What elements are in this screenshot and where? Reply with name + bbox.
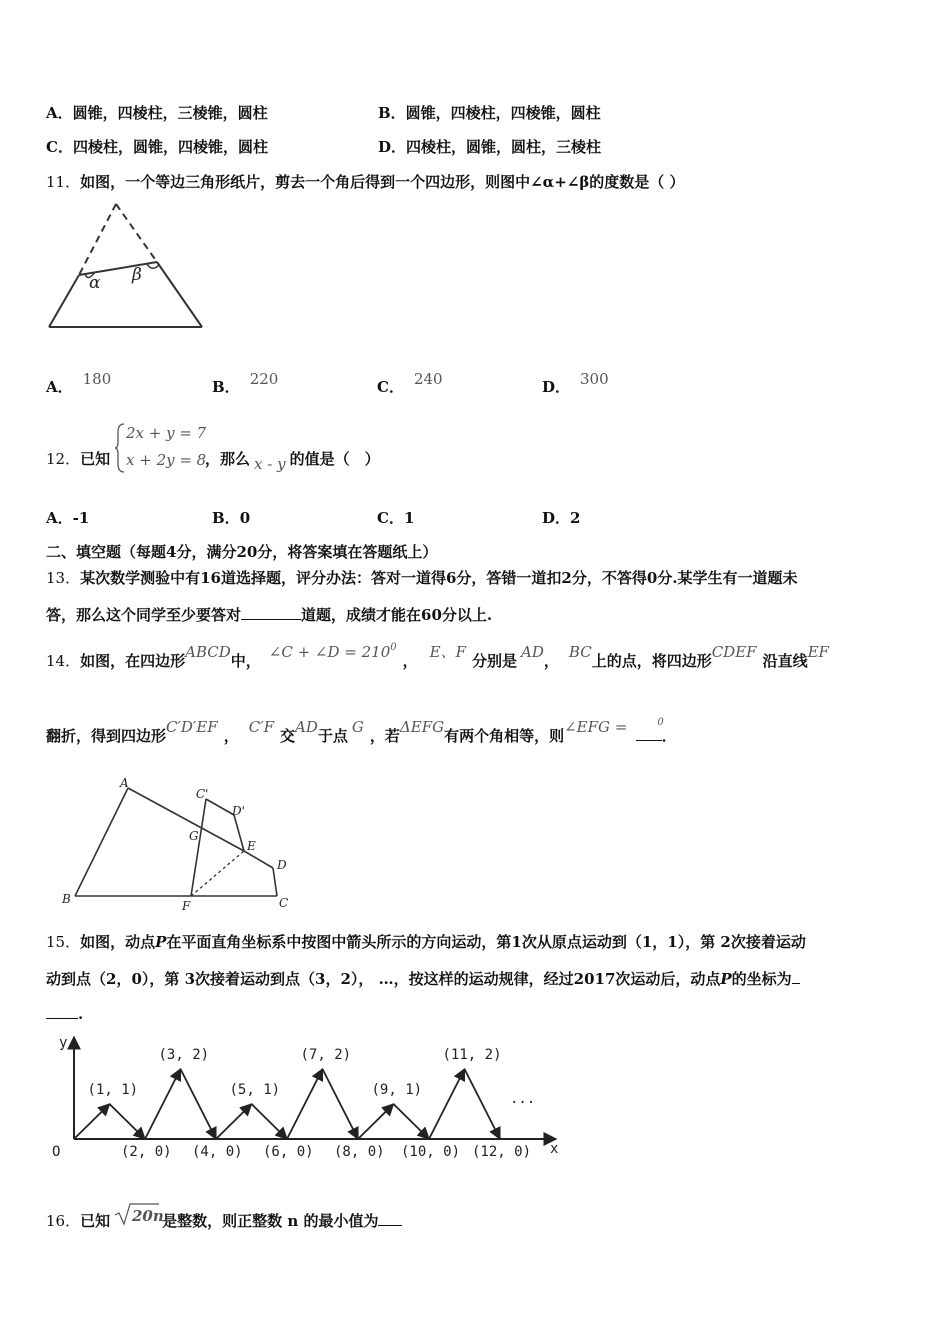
q12-equation-1: 2x + y = 7 [126, 424, 207, 442]
q14-l2m5: ΔEFG [399, 718, 445, 736]
q14-answer-blank[interactable] [636, 726, 662, 741]
q14-m4: AD [521, 643, 544, 661]
q12-option-d-label: D． [542, 509, 571, 527]
valley-label: (4, 0) [192, 1144, 243, 1160]
q14-t6: 上的点，将四边形 [591, 652, 712, 670]
peak-labels [88, 1047, 502, 1098]
q14-t2: 中， [230, 652, 261, 670]
q14-quadrilateral-figure [55, 776, 300, 916]
peak-label: (9, 1) [371, 1082, 423, 1098]
zigzag-segment [252, 1104, 288, 1139]
zigzag-segment [74, 1104, 110, 1139]
q14-m2-sup: 0 [390, 642, 397, 653]
q14-l2m2: C′F [248, 718, 275, 736]
q14-t7: 沿直线 [762, 652, 808, 670]
q13-line-2a: 答，那么这个同学至少要答对 [46, 606, 242, 624]
q13-line-2 [46, 604, 492, 625]
q15-line-3-end: . [78, 1005, 84, 1023]
q15-line-1a: 如图，动点 [80, 933, 156, 951]
q16-pre: 已知 [80, 1212, 111, 1230]
zigzag-segment [110, 1104, 146, 1139]
alpha-label: α [89, 273, 101, 293]
q13-line-1 [46, 567, 798, 588]
q15-line-2 [46, 968, 800, 989]
q15-p: P [155, 933, 167, 951]
q12-option-b-label: B． [212, 509, 240, 527]
q11-option-c-value: 240 [413, 370, 443, 388]
peak-label: (1, 1) [87, 1082, 139, 1098]
q15-p-2: P [720, 970, 732, 988]
q12-option-d-value: 2 [570, 509, 581, 527]
q16-post: 是整数，则正整数 n 的最小值为 [162, 1212, 379, 1230]
zigzag-segment [358, 1104, 394, 1139]
q13-line-1-text: 某次数学测验中有16道选择题，评分办法：答对一道得6分，答错一道扣2分，不答得0分.某学生有一道题未 [80, 569, 798, 587]
continuation-dots: ... [510, 1091, 536, 1107]
q14-l2t6: 有两个角相等，则 [444, 727, 565, 745]
beta-label: β [132, 265, 142, 285]
q15-line-2b: 的坐标为 [731, 970, 792, 988]
q14-m6: CDEF [711, 643, 757, 661]
q13-number: 13． [46, 569, 81, 587]
zigzag-segment [145, 1069, 181, 1139]
q14-m1: ABCD [185, 643, 231, 661]
q15-line-3 [46, 1004, 83, 1023]
fig-label-f: F [182, 899, 191, 913]
zigzag-segment [181, 1069, 217, 1139]
q16-question [46, 1207, 402, 1234]
q15-line-2a: 动到点（2，0），第 3次接着运动到点（3，2）， …，按这样的运动规律，经过2017次运动后，动点 [46, 970, 721, 988]
q14-m2: ∠C + ∠D = 210 [268, 643, 391, 661]
q14-l2t4: 于点 [317, 727, 348, 745]
fig-label-d-prime: D' [232, 804, 245, 818]
q14-t5: ， [543, 652, 559, 670]
q15-number: 15． [46, 933, 81, 951]
q16-number: 16． [46, 1212, 81, 1230]
q11-number: 11． [46, 173, 81, 191]
q14-line-2 [46, 717, 677, 746]
q11-question [46, 171, 685, 192]
q11-text: 如图，一个等边三角形纸片，剪去一个角后得到一个四边形，则图中∠α+∠β的度数是（ ） [80, 173, 685, 191]
q15-answer-blank-b[interactable] [46, 1004, 78, 1019]
q14-m3: E [429, 643, 441, 661]
q14-t4: 分别是 [472, 652, 518, 670]
fig-label-g: G [189, 829, 199, 843]
q12-option-c [377, 507, 414, 528]
q11-option-a-value: 180 [82, 370, 112, 388]
fig-label-c: C [279, 896, 289, 910]
q14-l2m6: ∠EFG = [564, 718, 628, 736]
q15-line-1b: 在平面直角坐标系中按图中箭头所示的方向运动，第1次从原点运动到（1，1），第 2次接着运动 [166, 933, 806, 951]
q14-l2-sup: 0 [657, 717, 664, 728]
valley-label: (2, 0) [121, 1144, 172, 1160]
fig-label-b: B [62, 892, 71, 906]
q14-l2t5: ，若 [369, 727, 400, 745]
q13-line-2b: 道题，成绩才能在60分以上. [301, 606, 493, 624]
peak-label: (11, 2) [442, 1047, 502, 1063]
q14-l2-end: ． [661, 727, 677, 745]
q14-l2t3: 交 [280, 727, 296, 745]
q12-post: 的值是（ ） [289, 450, 380, 468]
valley-label: (8, 0) [334, 1144, 385, 1160]
q12-option-b [212, 507, 250, 528]
q15-answer-blank-a[interactable] [792, 969, 800, 984]
origin-label: O [52, 1144, 61, 1160]
section-2-heading: 二、填空题（每题4分，满分20分，将答案填在答题纸上） [46, 543, 438, 561]
valley-label: (12, 0) [472, 1144, 532, 1160]
valley-labels [121, 1144, 531, 1160]
q12-option-c-label: C． [377, 509, 404, 527]
q12-tail [205, 448, 380, 473]
q12-number: 12． [46, 450, 81, 468]
q11-option-a [46, 368, 112, 396]
zigzag-segment [394, 1104, 430, 1139]
q16-radicand: 20n [132, 1207, 164, 1225]
zigzag-path [74, 1069, 500, 1139]
zigzag-segment [465, 1069, 501, 1139]
q12-option-d [542, 507, 580, 528]
q12-equation-2: x + 2y = 8 [126, 451, 207, 469]
q12-option-b-value: 0 [239, 509, 251, 527]
q11-option-c-label: C． [377, 378, 404, 396]
q14-number: 14． [46, 652, 81, 670]
peak-label: (7, 2) [300, 1047, 352, 1063]
q10-option-b: B．圆锥，四棱柱，四棱锥，圆柱 [378, 104, 601, 122]
q15-line-1 [46, 931, 806, 952]
q12-question [46, 448, 110, 469]
q14-l2m4: G [351, 718, 364, 736]
zigzag-segment [216, 1104, 252, 1139]
q14-t3: ， [402, 652, 418, 670]
q14-m3b: 、F [440, 643, 467, 661]
q16-sqrt [113, 1204, 164, 1225]
q11-option-d [542, 368, 609, 396]
fig-label-d: D [277, 858, 287, 872]
fig-label-e: E [247, 839, 256, 853]
valley-label: (6, 0) [263, 1144, 314, 1160]
q11-option-d-value: 300 [580, 370, 609, 388]
q14-l2m1: C′D′EF [166, 718, 218, 736]
sqrt-icon [113, 1202, 164, 1226]
q14-l2m3: AD [295, 718, 318, 736]
zigzag-segment [429, 1069, 465, 1139]
valley-label: (10, 0) [401, 1144, 461, 1160]
q10-option-d: D．四棱柱，圆锥，圆柱，三棱柱 [378, 138, 602, 156]
fig-label-c-prime: C' [196, 787, 209, 801]
q11-option-b [212, 368, 279, 396]
q16-answer-blank[interactable] [378, 1211, 402, 1226]
q11-option-b-value: 220 [249, 370, 279, 388]
q12-option-a-value: -1 [72, 509, 90, 527]
x-axis-label: x [550, 1141, 559, 1157]
peak-label: (3, 2) [158, 1047, 210, 1063]
q12-pre: 已知 [80, 450, 111, 468]
q12-option-a-label: A． [46, 509, 73, 527]
q11-option-a-label: A． [46, 378, 73, 396]
q14-t1: 如图，在四边形 [80, 652, 186, 670]
zigzag-segment [323, 1069, 359, 1139]
q10-option-c: C．四棱柱，圆锥，四棱锥，圆柱 [46, 138, 268, 156]
q10-option-a: A．圆锥，四棱柱，三棱锥，圆柱 [46, 104, 268, 122]
peak-label: (5, 1) [229, 1082, 281, 1098]
q14-l2t1: 翻折，得到四边形 [46, 727, 167, 745]
q12-option-a [46, 507, 89, 528]
q12-option-c-value: 1 [403, 509, 415, 527]
q14-m5: BC [568, 643, 592, 661]
q12-mid: ，那么 [205, 450, 251, 468]
q13-answer-blank[interactable] [241, 605, 301, 620]
q14-m7: EF [807, 643, 829, 661]
q11-option-d-label: D． [542, 378, 571, 396]
q11-triangle-figure [40, 196, 215, 336]
y-axis-label: y [59, 1035, 68, 1051]
q12-brace [114, 422, 126, 474]
q11-option-b-label: B． [212, 378, 240, 396]
zigzag-segment [287, 1069, 323, 1139]
q12-expression: x - y [254, 455, 286, 473]
q14-line-1 [46, 642, 829, 671]
q11-option-c [377, 368, 443, 396]
q15-zigzag-chart [44, 1033, 562, 1163]
fig-label-a: A [120, 776, 129, 790]
q14-l2t2: ， [223, 727, 239, 745]
